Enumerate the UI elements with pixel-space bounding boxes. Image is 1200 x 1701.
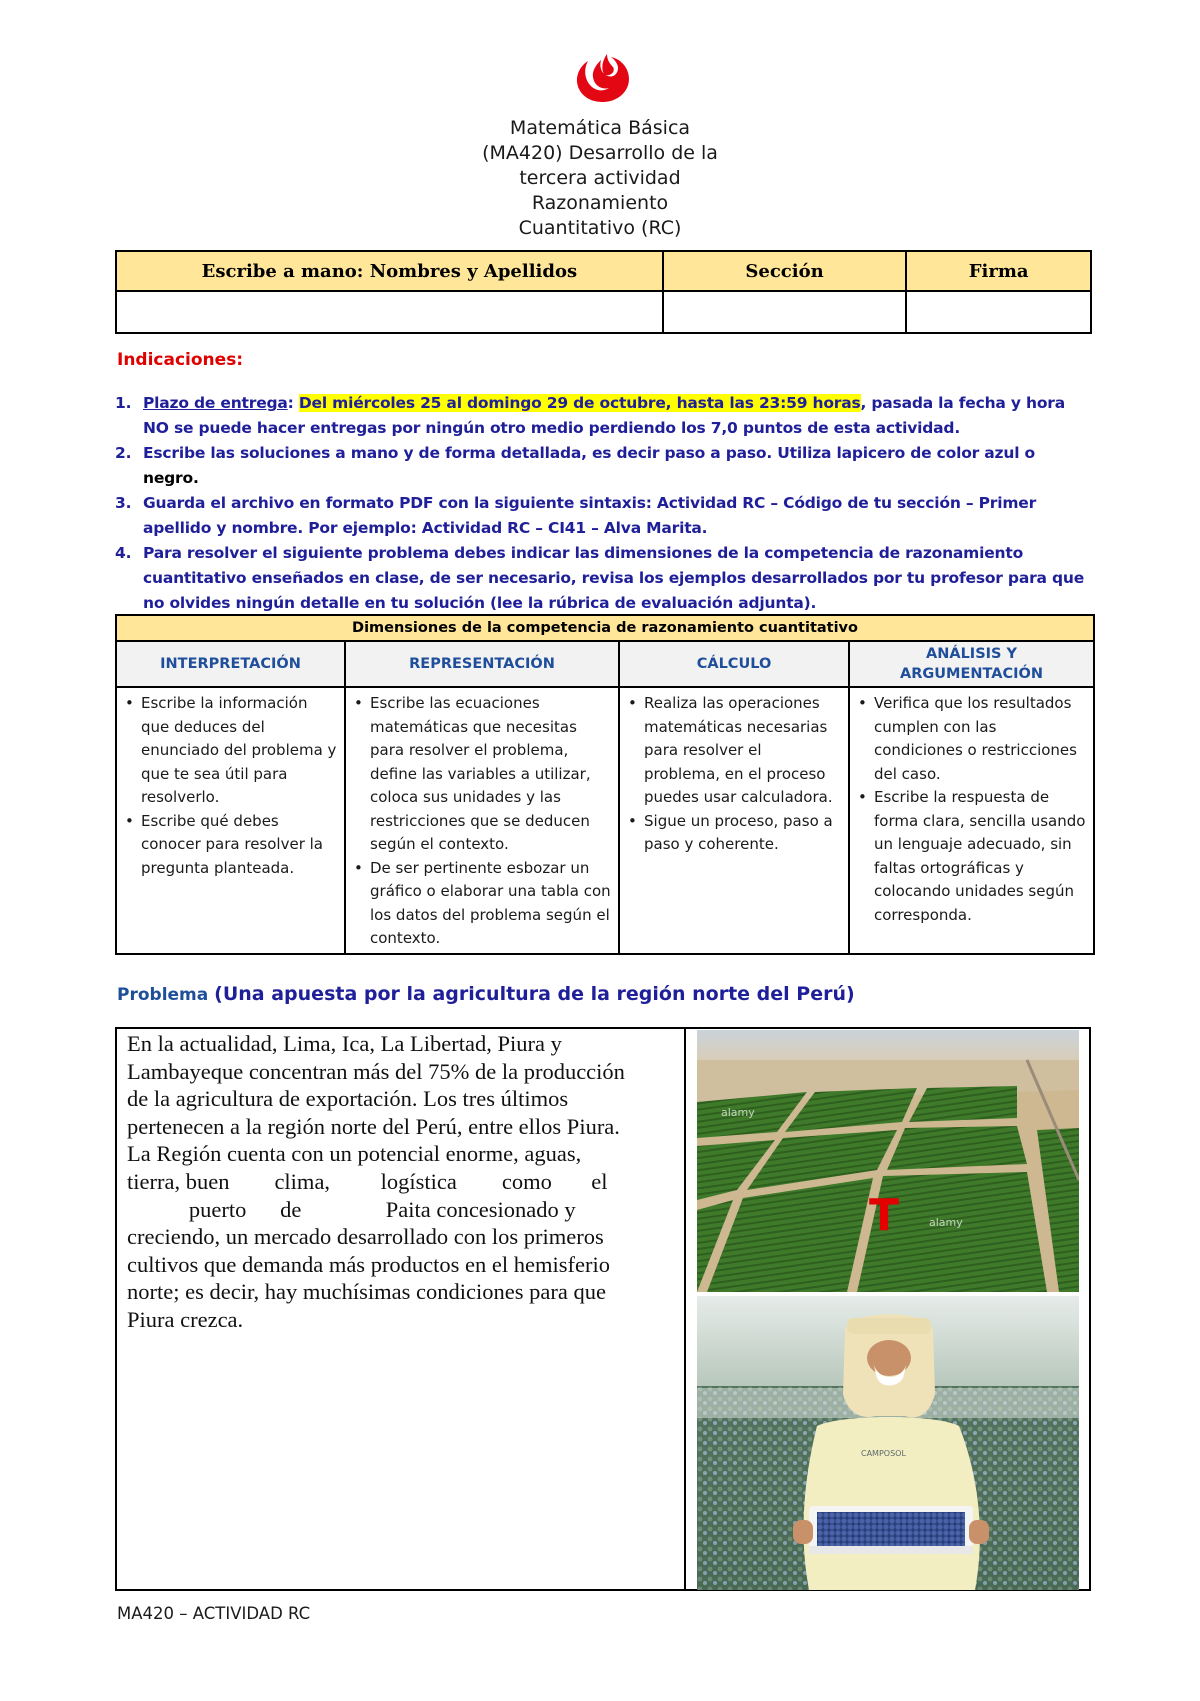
column-header-calculo: CÁLCULO — [619, 641, 849, 687]
bullet-item: • Escribe las ecuaciones matemáticas que necesitas para resolver el problema, define las variables a utilizar, coloca sus unidades y las restricciones que se deducen según el contexto. — [352, 692, 612, 857]
section-field[interactable] — [663, 291, 907, 333]
signature-field[interactable] — [906, 291, 1091, 333]
farmland-aerial-photo — [697, 1030, 1079, 1292]
statement-line: La Región cuenta con un potencial enorme, aguas, — [127, 1141, 582, 1167]
student-id-table — [115, 250, 1092, 334]
section-header: Sección — [663, 251, 907, 291]
crate-text: CAMPOSOL — [861, 1449, 906, 1458]
watermark: alamy — [929, 1216, 963, 1229]
statement-line: Lambayeque concentran más del 75% de la producción — [127, 1058, 625, 1084]
deadline-colon: : — [287, 394, 294, 412]
bullet-item: • De ser pertinente esbozar un gráfico o elaborar una tabla con los datos del problema según el contexto. — [352, 857, 612, 951]
problem-label: Problema — [117, 985, 209, 1005]
indicaciones-heading: Indicaciones: — [117, 350, 244, 370]
item-text: Escribe las soluciones a mano y de forma detallada, es decir paso a paso. Utiliza lapicero de color azul o — [143, 444, 1035, 462]
statement-line: pertenecen a la región norte del Perú, entre ellos Piura. — [127, 1113, 620, 1139]
signature-header: Firma — [906, 251, 1091, 291]
document-title — [380, 116, 820, 241]
university-logo — [571, 52, 635, 104]
problem-divider — [684, 1027, 686, 1591]
bullet-item: • Sigue un proceso, paso a paso y coherente. — [626, 810, 842, 857]
bullet-item: • Verifica que los resultados cumplen con las condiciones o restricciones del caso. — [856, 692, 1087, 786]
list-item — [115, 391, 1095, 441]
statement-line: En la actualidad, Lima, Ica, La Libertad, Piura y — [127, 1031, 562, 1056]
problem-subtitle: (Una apuesta por la agricultura de la región norte del Perú) — [214, 983, 855, 1005]
names-field[interactable] — [116, 291, 663, 333]
item-black-word: negro — [143, 469, 193, 487]
deadline-highlight: Del miércoles 25 al domingo 29 de octubre, hasta las 23:59 horas — [298, 394, 861, 412]
indicaciones-list — [115, 391, 1095, 616]
analisis-cell — [849, 687, 1094, 954]
watermark: alamy — [721, 1106, 755, 1119]
bullet-item: • Escribe la información que deduces del enunciado del problema y que te sea útil para resolverlo. — [123, 692, 338, 810]
title-line: Razonamiento — [531, 192, 669, 214]
deadline-rest: , pasada la fecha y hora NO se puede hacer entregas por ningún otro medio perdiendo los 7,0 puntos de esta actividad. — [143, 394, 1065, 437]
title-line: Matemática Básica — [509, 117, 691, 139]
item-number: 1. — [115, 394, 132, 412]
page-footer: MA420 – ACTIVIDAD RC — [117, 1604, 311, 1623]
photo-letter: T — [869, 1190, 900, 1241]
list-item — [115, 541, 1095, 616]
statement-line: norte; es decir, hay muchísimas condiciones para que — [127, 1279, 606, 1305]
bullet-item: • Escribe qué debes conocer para resolver la pregunta planteada. — [123, 810, 338, 881]
statement-line: cultivos que demanda más productos en el hemisferio — [127, 1251, 610, 1277]
list-item — [115, 441, 1095, 491]
statement-line: Piura crezca. — [127, 1306, 244, 1332]
representacion-cell — [345, 687, 619, 954]
item-text: Para resolver el siguiente problema debes indicar las dimensiones de la competencia de razonamiento cuantitativo enseñados en clase, de ser necesario, revisa los ejemplos desarrollados por tu profesor para que no olvides ningún detalle en tu solución (lee la rúbrica de evaluación adjunta). — [143, 544, 1085, 612]
bullet-item: • Escribe la respuesta de forma clara, sencilla usando un lenguaje adecuado, sin faltas ortográficas y colocando unidades según corresponda. — [856, 786, 1087, 927]
item-number: 3. — [115, 494, 132, 512]
item-end: . — [192, 469, 199, 487]
item-number: 2. — [115, 444, 132, 462]
item-number: 4. — [115, 544, 132, 562]
title-line: (MA420) Desarrollo de la — [482, 142, 718, 164]
title-line: Cuantitativo (RC) — [518, 217, 682, 239]
names-header: Escribe a mano: Nombres y Apellidos — [116, 251, 663, 291]
problem-heading — [117, 983, 855, 1005]
problem-statement — [127, 1030, 677, 1334]
interpretacion-cell — [116, 687, 345, 954]
dimensions-title: Dimensiones de la competencia de razonamiento cuantitativo — [116, 615, 1094, 641]
column-header-representacion: REPRESENTACIÓN — [345, 641, 619, 687]
statement-line: creciendo, un mercado desarrollado con los primeros — [127, 1224, 604, 1250]
title-line: tercera actividad — [519, 167, 681, 189]
list-item — [115, 491, 1095, 541]
calculo-cell — [619, 687, 849, 954]
blueberry-worker-photo — [697, 1296, 1079, 1590]
statement-line: de la agricultura de exportación. Los tres últimos — [127, 1086, 569, 1112]
statement-line: tierra, buen clima, logística como el — [127, 1168, 608, 1194]
statement-line: puerto de Paita concesionado y — [127, 1196, 576, 1222]
dimensions-table — [115, 614, 1095, 955]
bullet-item: • Realiza las operaciones matemáticas necesarias para resolver el problema, en el proceso puedes usar calculadora. — [626, 692, 842, 810]
deadline-label: Plazo de entrega — [143, 394, 288, 412]
item-text: Guarda el archivo en formato PDF con la siguiente sintaxis: Actividad RC – Código de tu sección – Primer apellido y nombre. Por ejemplo: Actividad RC – CI41 – Alva Marita. — [143, 494, 1037, 537]
column-header-analisis: ANÁLISIS Y ARGUMENTACIÓN — [849, 641, 1094, 687]
column-header-interpretacion: INTERPRETACIÓN — [116, 641, 345, 687]
